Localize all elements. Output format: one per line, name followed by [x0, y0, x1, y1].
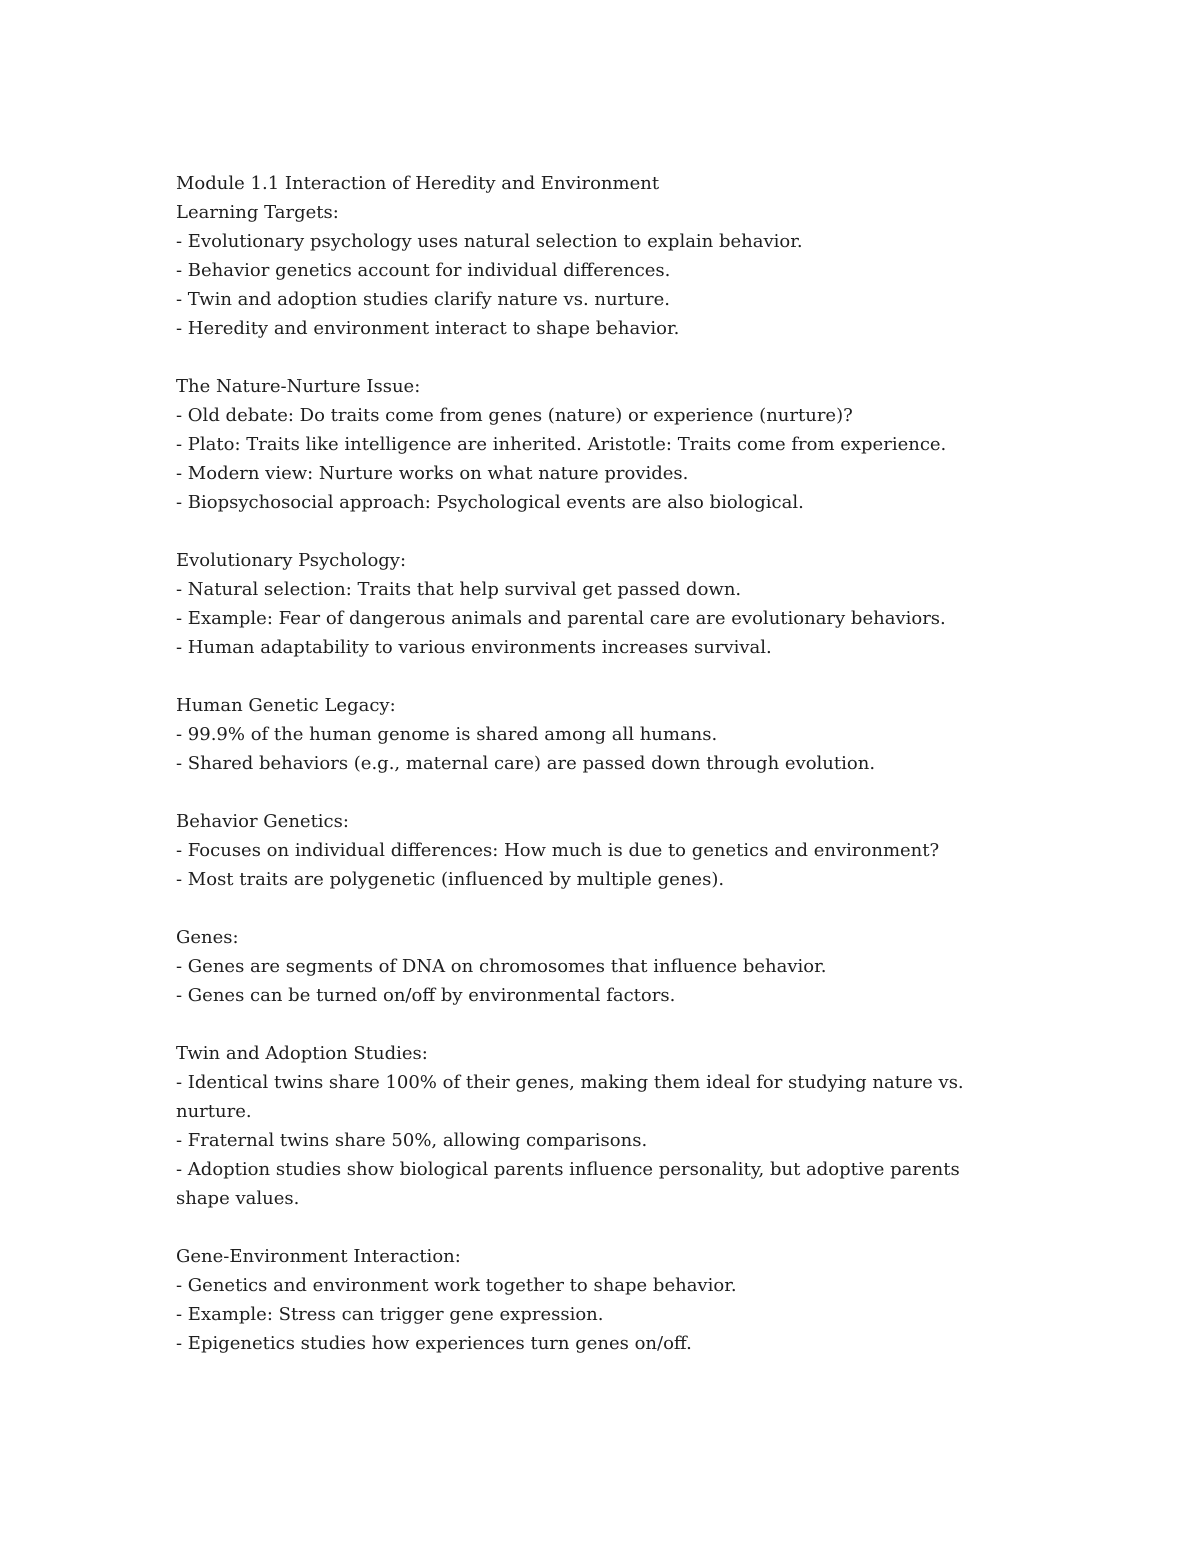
paragraph-spacer	[176, 1213, 976, 1242]
paragraph-spacer	[176, 778, 976, 807]
list-item: - Plato: Traits like intelligence are inherited. Aristotle: Traits come from experience.	[176, 434, 947, 455]
list-item: - Heredity and environment interact to shape behavior.	[176, 318, 680, 339]
section-heading-human-genetic-legacy: Human Genetic Legacy:	[176, 695, 396, 716]
section-heading-twin-adoption-studies: Twin and Adoption Studies:	[176, 1043, 428, 1064]
list-item: - Epigenetics studies how experiences turn genes on/off.	[176, 1333, 692, 1354]
list-item: - Shared behaviors (e.g., maternal care) are passed down through evolution.	[176, 753, 876, 774]
paragraph-spacer	[176, 517, 976, 546]
list-item: - Focuses on individual differences: How much is due to genetics and environment?	[176, 840, 940, 861]
list-item: - Genes can be turned on/off by environmental factors.	[176, 985, 676, 1006]
list-item: - Old debate: Do traits come from genes (nature) or experience (nurture)?	[176, 405, 853, 426]
list-item: - Evolutionary psychology uses natural selection to explain behavior.	[176, 231, 803, 252]
paragraph-spacer	[176, 662, 976, 691]
section-heading-behavior-genetics: Behavior Genetics:	[176, 811, 349, 832]
list-item: - Biopsychosocial approach: Psychological events are also biological.	[176, 492, 804, 513]
list-item: - Natural selection: Traits that help survival get passed down.	[176, 579, 742, 600]
list-item: - Most traits are polygenetic (influenced by multiple genes).	[176, 869, 725, 890]
list-item: - Identical twins share 100% of their genes, making them ideal for studying nature vs. nurture.	[176, 1072, 964, 1122]
list-item: - Fraternal twins share 50%, allowing comparisons.	[176, 1130, 648, 1151]
paragraph-spacer	[176, 1010, 976, 1039]
list-item: - Example: Fear of dangerous animals and parental care are evolutionary behaviors.	[176, 608, 946, 629]
list-item: - Adoption studies show biological parents influence personality, but adoptive parents shape values.	[176, 1159, 960, 1209]
list-item: - Modern view: Nurture works on what nature provides.	[176, 463, 689, 484]
section-heading-learning-targets: Learning Targets:	[176, 202, 339, 223]
section-heading-genes: Genes:	[176, 927, 239, 948]
list-item: - 99.9% of the human genome is shared among all humans.	[176, 724, 718, 745]
paragraph-spacer	[176, 894, 976, 923]
list-item: - Twin and adoption studies clarify nature vs. nurture.	[176, 289, 670, 310]
list-item: - Genes are segments of DNA on chromosomes that influence behavior.	[176, 956, 827, 977]
list-item: - Behavior genetics account for individual differences.	[176, 260, 671, 281]
list-item: - Example: Stress can trigger gene expression.	[176, 1304, 604, 1325]
document-title: Module 1.1 Interaction of Heredity and Environment	[176, 173, 660, 194]
list-item: - Human adaptability to various environments increases survival.	[176, 637, 772, 658]
section-heading-evolutionary-psychology: Evolutionary Psychology:	[176, 550, 407, 571]
document-body	[176, 169, 976, 1358]
section-heading-nature-nurture: The Nature-Nurture Issue:	[176, 376, 421, 397]
section-heading-gene-environment-interaction: Gene-Environment Interaction:	[176, 1246, 461, 1267]
list-item: - Genetics and environment work together to shape behavior.	[176, 1275, 737, 1296]
paragraph-spacer	[176, 343, 976, 372]
